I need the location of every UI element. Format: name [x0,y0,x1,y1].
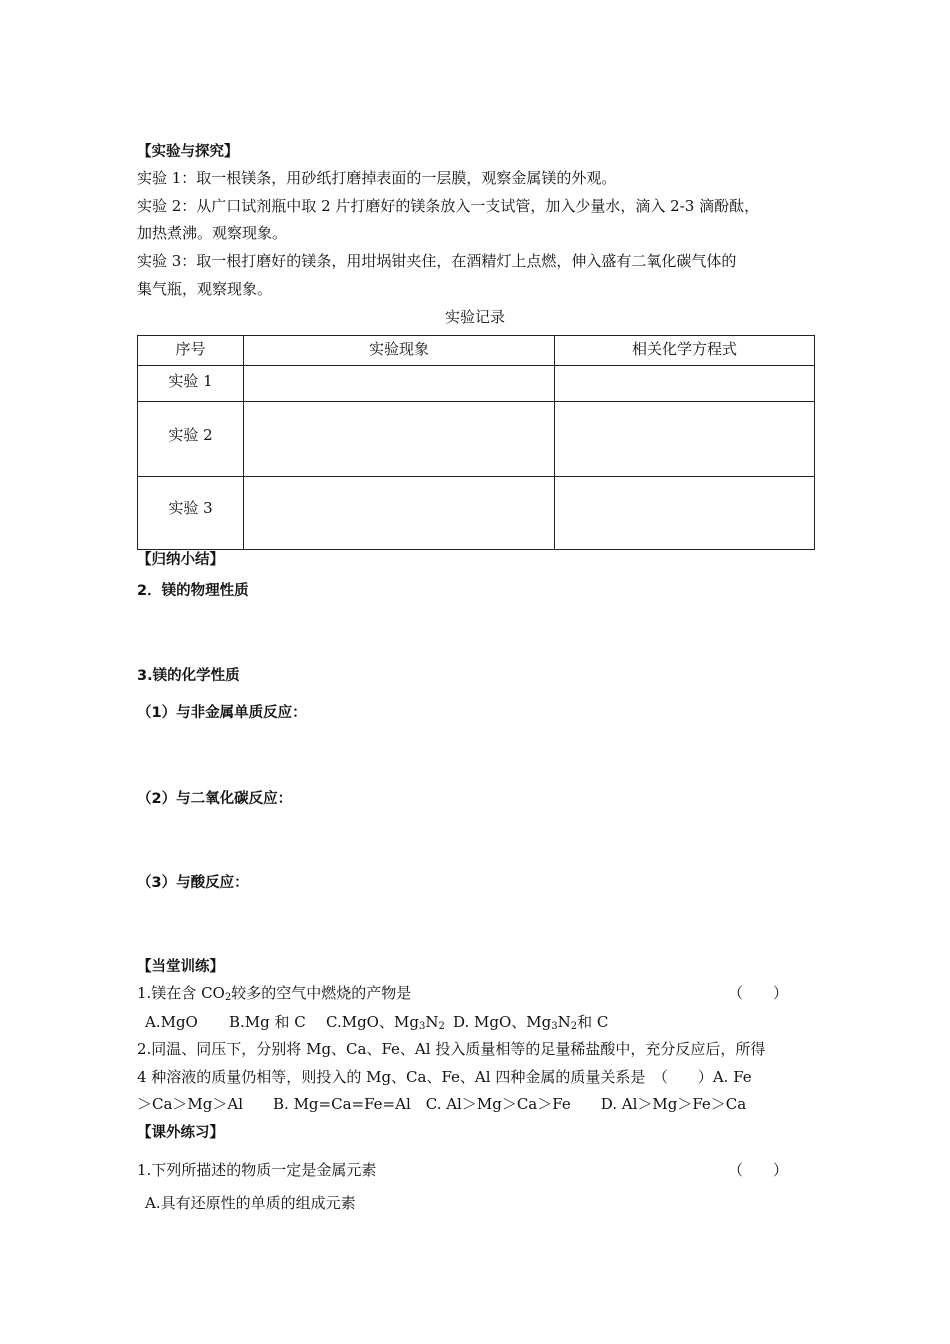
experiment-3-text-line2: 集气瓶，观察现象。 [137,280,273,298]
row-label: 实验 1 [138,366,244,402]
phenomenon-cell[interactable] [244,366,555,402]
q1-option-d[interactable] [453,1012,608,1037]
summary-heading: 【归纳小结】 [137,552,224,568]
q1-option-c[interactable] [326,1012,445,1037]
homework-q1-answer-bracket[interactable]: （ ） [728,1161,789,1179]
q1-option-d-mid: N [557,1013,571,1031]
q1-option-d-post: 和 C [577,1013,609,1031]
equation-cell[interactable] [555,402,815,477]
experiment-record-table [137,335,815,550]
experiment-1-text: 实验 1：取一根镁条，用砂纸打磨掉表面的一层膜，观察金属镁的外观。 [137,169,617,187]
q1-option-c-sub1: 3 [418,1021,426,1032]
header-index: 序号 [138,336,244,366]
experiment-2-text-line1: 实验 2：从广口试剂瓶中取 2 片打磨好的镁条放入一支试管，加入少量水，滴入 2-3 滴酚酞， [137,197,760,215]
table-row [138,477,815,550]
table-caption: 实验记录 [444,308,505,326]
phenomenon-cell[interactable] [244,477,555,550]
q1-option-d-sub2: 2 [570,1021,578,1032]
q1-option-c-text: C.MgO、Mg [326,1013,419,1031]
table-row [138,366,815,402]
reaction-nonmetal: （1）与非金属单质反应： [137,705,307,721]
q1-option-a[interactable]: A.MgO [145,1013,198,1031]
training-question-2-line1: 2.同温、同压下，分别将 Mg、Ca、Fe、Al 投入质量相等的足量稀盐酸中，充分反应后，所得 [137,1040,766,1058]
reaction-co2: （2）与二氧化碳反应： [137,791,293,807]
q1-option-c-sub2: 2 [438,1021,445,1032]
row-label: 实验 3 [138,477,244,550]
training-question-2-line3: ＞Ca＞Mg＞Al B. Mg=Ca=Fe=Al C. Al＞Mg＞Ca＞Fe D. Al＞Mg＞Fe＞Ca [137,1095,747,1113]
q1-option-d-text: D. MgO、Mg [453,1013,552,1031]
q1-option-d-sub1: 3 [551,1021,558,1032]
q1-option-c-mid: N [425,1013,439,1031]
table-header-row [138,336,815,366]
homework-q1-option-a[interactable]: A.具有还原性的单质的组成元素 [145,1194,356,1212]
equation-cell[interactable] [555,366,815,402]
q1-text-post: 较多的空气中燃烧的产物是 [231,984,412,1002]
table-row [138,402,815,477]
training-question-1 [137,983,411,1008]
q1-subscript: 2 [224,992,232,1003]
training-heading: 【当堂训练】 [137,959,224,975]
phenomenon-cell[interactable] [244,402,555,477]
homework-heading: 【课外练习】 [137,1125,224,1141]
training-question-2-line2: 4 种溶液的质量仍相等，则投入的 Mg、Ca、Fe、Al 四种金属的质量关系是 （ ）A. Fe [137,1068,752,1086]
explore-heading: 【实验与探究】 [137,144,239,160]
experiment-3-text-line1: 实验 3：取一根打磨好的镁条，用坩埚钳夹住，在酒精灯上点燃，伸入盛有二氧化碳气体的 [137,252,737,270]
reaction-acid: （3）与酸反应： [137,875,249,891]
equation-cell[interactable] [555,477,815,550]
physical-properties-heading: 2．镁的物理性质 [137,583,249,599]
row-label: 实验 2 [138,402,244,477]
q1-answer-bracket[interactable]: （ ） [728,984,789,1002]
chemical-properties-heading: 3.镁的化学性质 [137,668,240,684]
header-phenomenon: 实验现象 [244,336,555,366]
experiment-2-text-line2: 加热煮沸。观察现象。 [137,224,288,242]
header-equation: 相关化学方程式 [555,336,815,366]
homework-question-1: 1.下列所描述的物质一定是金属元素 [137,1161,377,1179]
q1-text-pre: 1.镁在含 CO [137,984,225,1002]
q1-option-b[interactable]: B.Mg 和 C [229,1013,306,1031]
